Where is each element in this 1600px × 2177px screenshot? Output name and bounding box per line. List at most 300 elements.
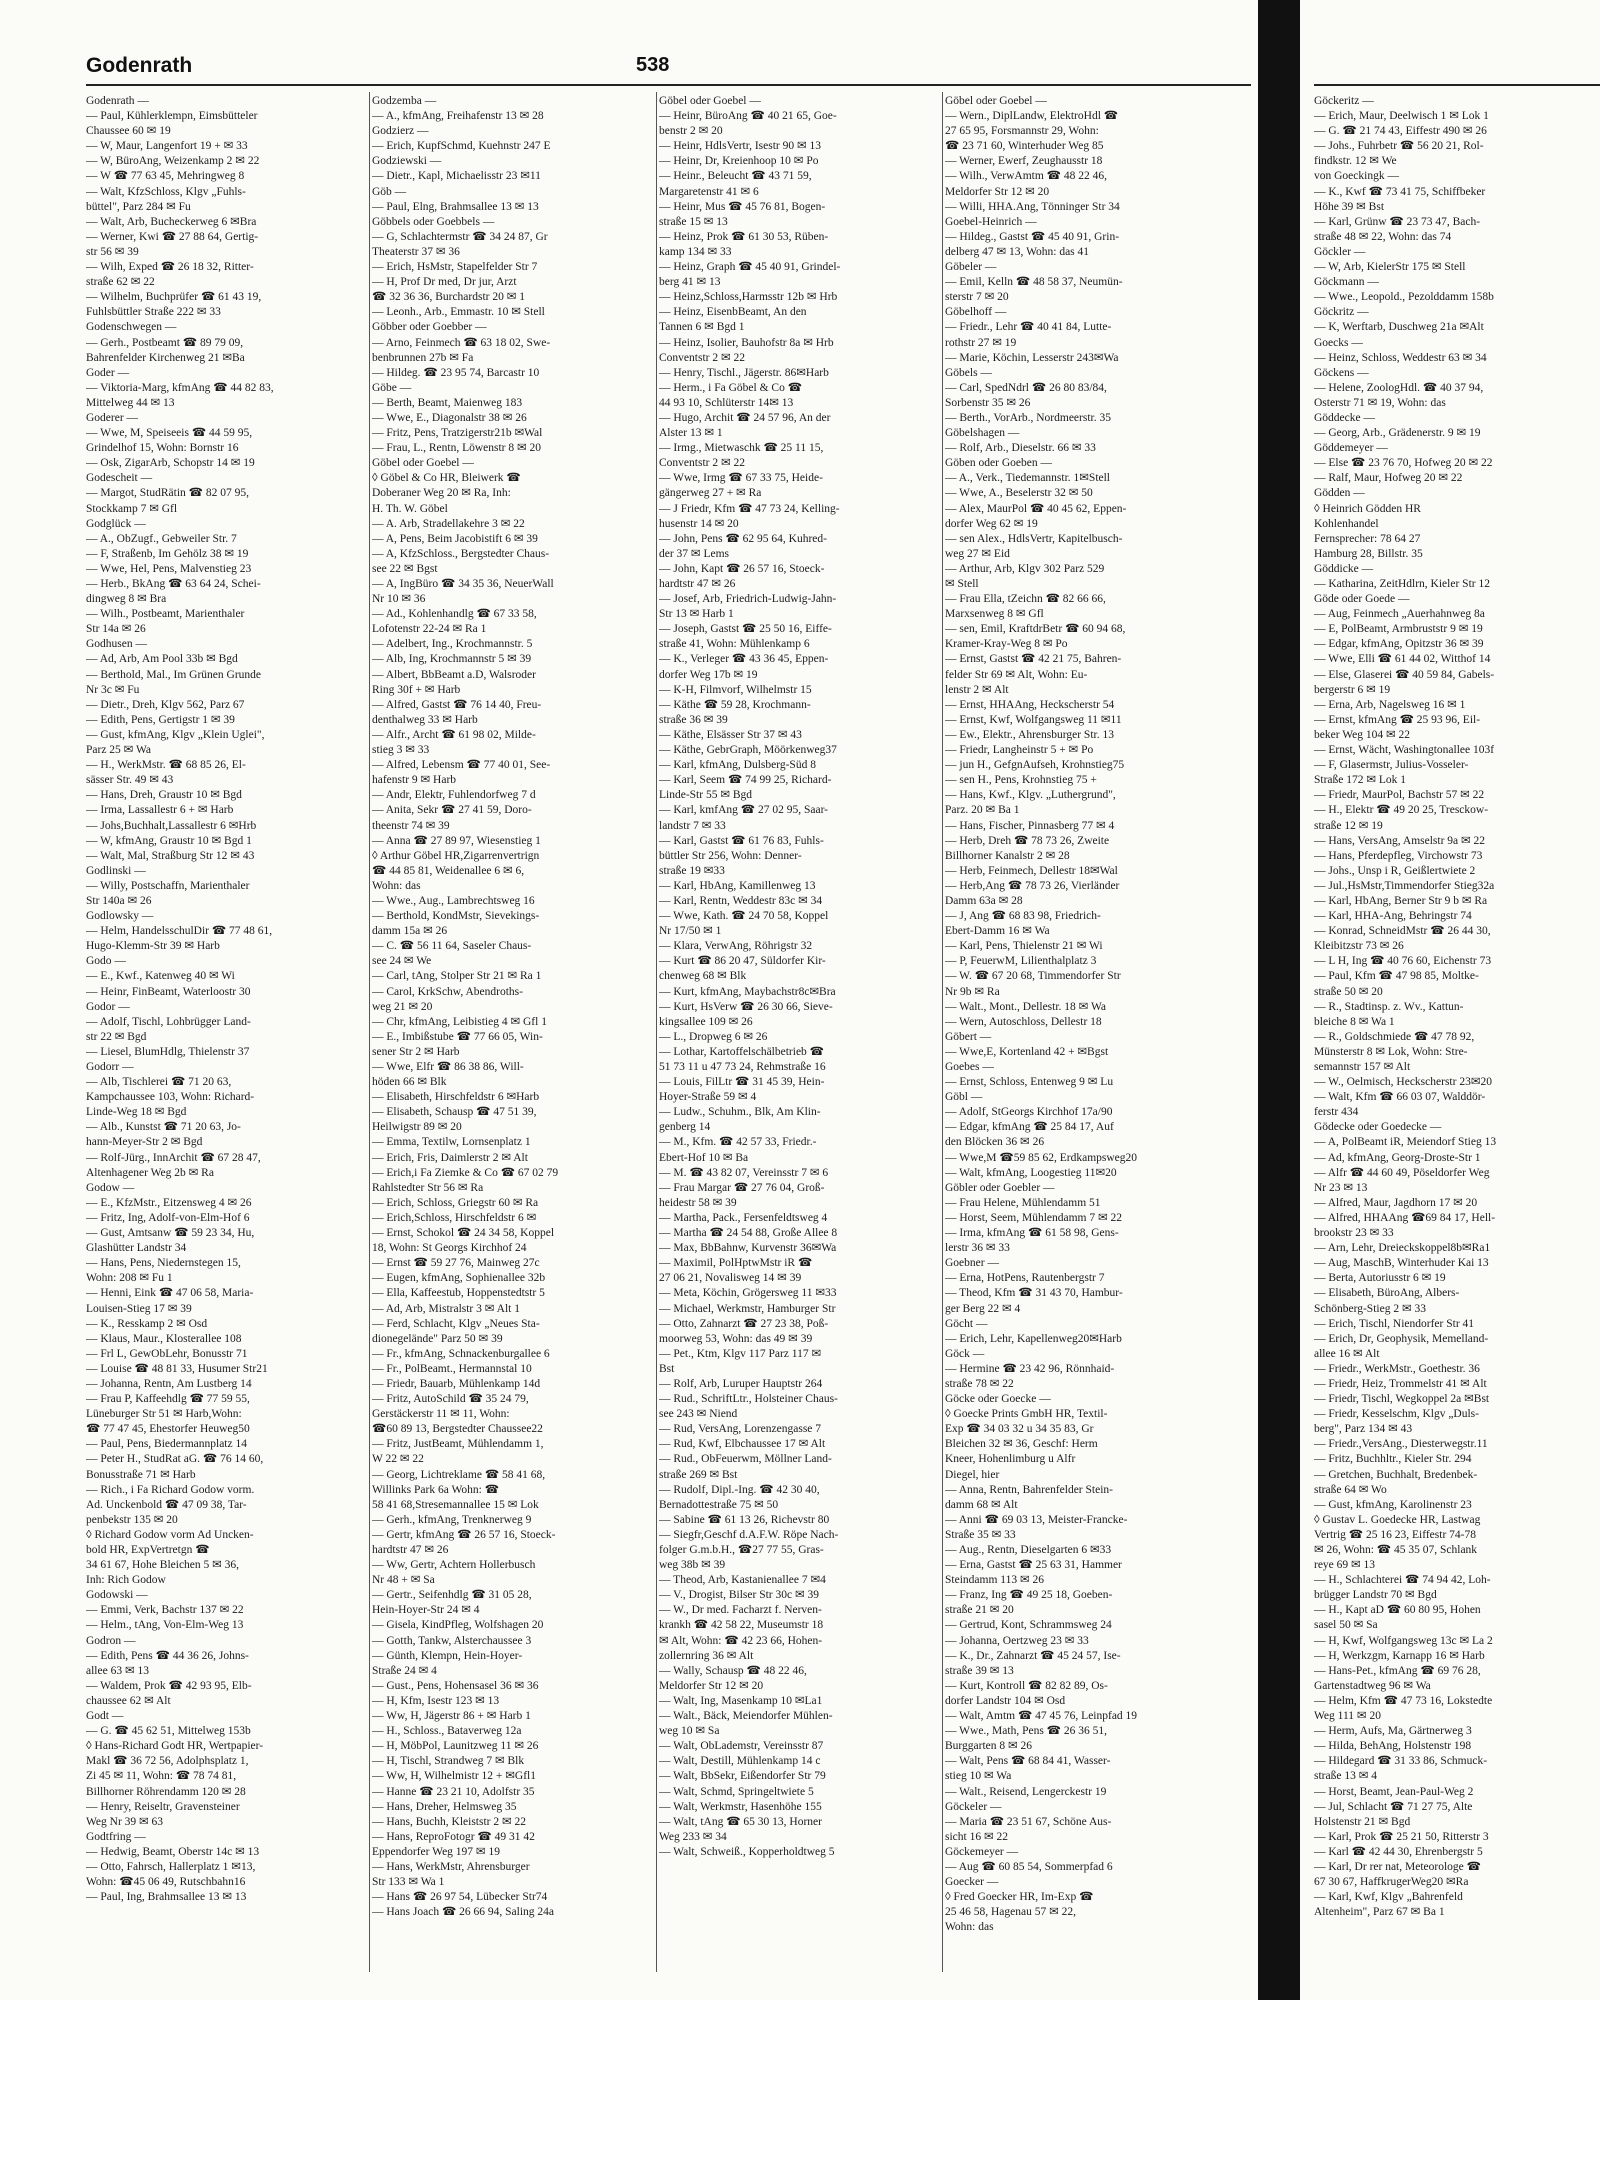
surname-heading: Godziewski — [372, 155, 442, 168]
directory-entry-line: — Günth, Klempn, Hein-Hoyer- [372, 1649, 523, 1662]
directory-entry-line: — Anita, Sekr ☎ 27 41 59, Doro- [372, 804, 532, 817]
surname-heading: Godescheit — [86, 472, 153, 485]
directory-entry-line: höden 66 ✉ Blk [372, 1076, 447, 1089]
directory-entry-line: Meldorfer Str 12 ✉ 20 [659, 1679, 764, 1692]
directory-entry-line: — Herm., i Fa Göbel & Co ☎ [659, 381, 803, 394]
directory-entry-line: — Walt, BbSekr, Eißendorfer Str 79 [659, 1770, 826, 1783]
directory-entry-line: — Herb, Feinmech, Dellestr 18✉Wal [945, 864, 1118, 877]
directory-entry-line: brügger Landstr 70 ✉ Bgd [1314, 1589, 1437, 1602]
directory-entry-line: — Maximil, PolHptwMstr iR ☎ [659, 1257, 813, 1270]
surname-heading: Gödden — [1314, 487, 1365, 500]
directory-entry-line: — Friedr, Langheinstr 5 + ✉ Po [945, 744, 1094, 757]
directory-entry-line: — Johs,Buchhalt,Lassallestr 6 ✉Hrb [86, 819, 257, 832]
directory-entry-line: — Johs., Unsp i R, Geißlertwiete 2 [1314, 864, 1476, 877]
directory-entry-line: weg 38b ✉ 39 [659, 1559, 726, 1572]
directory-entry-line: Straße 24 ✉ 4 [372, 1664, 437, 1677]
directory-entry-line: Marxsenweg 8 ✉ Gfl [945, 608, 1044, 621]
directory-entry-line: — Joseph, Gastst ☎ 25 50 16, Eiffe- [659, 623, 832, 636]
directory-entry-line: landstr 7 ✉ 33 [659, 819, 726, 832]
directory-entry-line: — Heinz, Isolier, Bauhofstr 8a ✉ Hrb [659, 336, 834, 349]
directory-entry-line: Kohlenhandel [1314, 517, 1379, 530]
directory-entry-line: — Gertr., Seifenhdlg ☎ 31 05 28, [372, 1589, 532, 1602]
directory-entry-line: — A, IngBüro ☎ 34 35 36, NeuerWall [372, 578, 554, 590]
directory-entry-line: — Walt, ObLademstr, Vereinsstr 87 [659, 1740, 824, 1753]
directory-entry-line: bleiche 8 ✉ Wa 1 [1314, 1015, 1395, 1028]
directory-entry-line: — Paul, Pens, Biedermannplatz 14 [86, 1438, 247, 1451]
directory-entry-line: ◊ Richard Godow vorm Ad Uncken- [86, 1528, 254, 1541]
directory-entry-line: hann-Meyer-Str 2 ✉ Bgd [86, 1136, 203, 1149]
directory-entry-line: — Erich, Tischl, Niendorfer Str 41 [1314, 1317, 1475, 1330]
surname-heading: Göben oder Goeben — [945, 457, 1052, 470]
directory-entry-line: — Hans-Pet., kfmAng ☎ 69 76 28, [1314, 1664, 1481, 1677]
surname-heading: Göcht — [945, 1317, 988, 1330]
directory-entry-line: Steindamm 113 ✉ 26 [945, 1574, 1044, 1587]
directory-entry-line: — Wern., DiplLandw, ElektroHdl ☎ [945, 110, 1119, 123]
directory-entry-line: — Wern, Autoschloss, Dellestr 18 [945, 1015, 1102, 1028]
directory-entry-line: — Irma, kfmAng ☎ 61 58 98, Gens- [945, 1227, 1119, 1240]
directory-entry-line: 25 46 58, Hagenau 57 ✉ 22, [945, 1906, 1077, 1919]
directory-entry-line: — Gust, kfmAng, Karolinenstr 23 [1314, 1498, 1472, 1511]
directory-entry-line: Fernsprecher: 78 64 27 [1314, 532, 1421, 545]
directory-entry-line: — Willi, HHA.Ang, Tönninger Str 34 [945, 200, 1120, 213]
directory-entry-line: — Kurt, Kontroll ☎ 82 82 89, Os- [945, 1679, 1108, 1692]
directory-entry-line: — Hugo, Archit ☎ 24 57 96, An der [659, 411, 831, 424]
directory-entry-line: Nr 23 ✉ 13 [1314, 1181, 1368, 1194]
directory-entry-line: lerstr 36 ✉ 33 [945, 1242, 1010, 1255]
directory-entry-line: — K, Werftarb, Duschweg 21a ✉Alt [1314, 321, 1484, 334]
directory-entry-line: — Frau Ella, tZeichn ☎ 82 66 66, [945, 593, 1106, 606]
directory-entry-line: — H, MöbPol, Launitzweg 11 ✉ 26 [372, 1740, 539, 1753]
surname-heading: Göbber oder Goebber — [372, 321, 487, 334]
directory-entry-line: Str 140a ✉ 26 [86, 894, 152, 907]
directory-entry-line: Tannen 6 ✉ Bgd 1 [659, 321, 745, 334]
directory-entry-line: — K., Dr., Zahnarzt ☎ 45 24 57, Ise- [945, 1649, 1121, 1662]
directory-entry-line: — Ludw., Schuhm., Blk, Am Klin- [659, 1106, 821, 1119]
directory-entry-line: — Alb, Tischlerei ☎ 71 20 63, [86, 1076, 232, 1089]
directory-entry-line: — Katharina, ZeitHdlrn, Kieler Str 12 [1314, 578, 1490, 590]
directory-entry-line: — R., Goldschmiede ☎ 47 78 92, [1314, 1030, 1475, 1043]
directory-entry-line: penbekstr 135 ✉ 20 [86, 1513, 178, 1526]
directory-column-3 [659, 94, 942, 1974]
directory-entry-line: Linde-Str 55 ✉ Bgd [659, 789, 753, 802]
surname-heading: Göbeler — [945, 261, 997, 274]
directory-entry-line: — Heinz, Schloss, Weddestr 63 ✉ 34 [1314, 351, 1487, 364]
directory-entry-line: — Henni, Eink ☎ 47 06 58, Maria- [86, 1287, 254, 1300]
directory-entry-line: — Dietr., Kapl, Michaelisstr 23 ✉11 [372, 170, 541, 183]
directory-entry-line: — Jul.,HsMstr,Timmendorfer Stieg32a [1314, 879, 1495, 892]
directory-entry-line: Glashütter Landstr 34 [86, 1242, 187, 1255]
directory-entry-line: kamp 134 ✉ 33 [659, 245, 732, 258]
directory-entry-line: Linde-Weg 18 ✉ Bgd [86, 1106, 187, 1119]
directory-entry-line: — Walt, Arb, Bucheckerweg 6 ✉Bra [86, 215, 257, 228]
directory-entry-line: — Karl, Prok ☎ 25 21 50, Ritterstr 3 [1314, 1830, 1489, 1843]
directory-entry-line: — A., Verk., Tiedemannstr. 1✉Stell [945, 472, 1111, 485]
directory-entry-line: Wohn: das [372, 879, 421, 892]
directory-entry-line: — Karl, Dr rer nat, Meteorologe ☎ [1314, 1860, 1481, 1873]
directory-entry-line: — G. ☎ 45 62 51, Mittelweg 153b [86, 1725, 251, 1738]
directory-entry-line: — Josef, Arb, Friedrich-Ludwig-Jahn- [659, 593, 837, 606]
directory-entry-line: sterstr 7 ✉ 20 [945, 291, 1009, 304]
directory-entry-line: Inh: Rich Godow [86, 1574, 166, 1587]
directory-entry-line: genberg 14 [659, 1121, 711, 1134]
directory-entry-line: Wohn: 208 ✉ Fu 1 [86, 1272, 173, 1285]
directory-entry-line: benstr 2 ✉ 20 [659, 125, 723, 138]
directory-entry-line: husenstr 14 ✉ 20 [659, 517, 739, 530]
directory-entry-line: — Erich, Lehr, Kapellenweg20✉Harb [945, 1332, 1122, 1345]
directory-entry-line: Sorbenstr 35 ✉ 26 [945, 396, 1031, 409]
directory-entry-line: — A., ObZugf., Gebweiler Str. 7 [86, 532, 237, 545]
directory-entry-line: — Wwe., Aug., Lambrechtsweg 16 [372, 894, 535, 907]
directory-entry-line: — A, PolBeamt iR, Meiendorf Stieg 13 [1314, 1136, 1497, 1149]
directory-entry-line: ◊ Goecke Prints GmbH HR, Textil- [945, 1408, 1108, 1421]
surname-heading: Goebes — [945, 1061, 994, 1073]
surname-heading: Godzemba — [372, 95, 437, 107]
directory-entry-line: — Paul, Elng, Brahmsallee 13 ✉ 13 [372, 200, 539, 213]
directory-entry-line: straße 50 ✉ 20 [1314, 985, 1383, 998]
directory-entry-line: — Rud., SchriftLtr., Holsteiner Chaus- [659, 1393, 838, 1406]
directory-entry-line: hardtstr 47 ✉ 26 [659, 578, 736, 590]
directory-entry-line: — Ad, kfmAng, Georg-Droste-Str 1 [1314, 1151, 1481, 1164]
directory-entry-line: — Frau Margar ☎ 27 76 04, Groß- [659, 1181, 825, 1194]
directory-entry-line: — Frl L, GewObLehr, Bonusstr 71 [86, 1347, 248, 1360]
directory-entry-line: straße 39 ✉ 13 [945, 1664, 1014, 1677]
directory-entry-line: Eppendorfer Weg 197 ✉ 19 [372, 1845, 500, 1858]
directory-entry-line: — Hans Joach ☎ 26 66 94, Saling 24a [372, 1906, 555, 1919]
surname-heading: Godtfring — [86, 1830, 146, 1843]
directory-entry-line: straße 12 ✉ 19 [1314, 819, 1383, 832]
surname-heading: Godo — [86, 955, 126, 968]
directory-entry-line: — Käthe ☎ 59 28, Krochmann- [659, 698, 811, 711]
directory-entry-line: — Rud, Kwf, Elbchaussee 17 ✉ Alt [659, 1438, 826, 1451]
directory-entry-line: — Margot, StudRätin ☎ 82 07 95, [86, 487, 249, 500]
directory-entry-line: büttel", Parz 284 ✉ Fu [86, 200, 191, 213]
directory-entry-line: — Ww, Gertr, Achtern Hollerbusch [372, 1559, 536, 1572]
directory-entry-line: sässer Str. 49 ✉ 43 [86, 774, 174, 787]
directory-entry-line: rothstr 27 ✉ 19 [945, 336, 1017, 349]
directory-entry-line: — Anni ☎ 69 03 13, Meister-Francke- [945, 1513, 1128, 1526]
directory-entry-line: — H., Elektr ☎ 49 20 25, Tresckow- [1314, 804, 1489, 817]
directory-entry-line: — Anna, Rentn, Bahrenfelder Stein- [945, 1483, 1113, 1496]
directory-entry-line: 34 61 67, Hohe Bleichen 5 ✉ 36, [86, 1559, 240, 1572]
directory-entry-line: — H, Kfm, Isestr 123 ✉ 13 [372, 1694, 500, 1707]
directory-entry-line: Conventstr 2 ✉ 22 [659, 351, 745, 364]
directory-entry-line: Parz 25 ✉ Wa [86, 744, 152, 757]
directory-entry-line: — Max, BbBahnw, Kurvenstr 36✉Wa [659, 1242, 837, 1255]
directory-entry-line: lenstr 2 ✉ Alt [945, 683, 1009, 696]
directory-entry-line: — Carl, tAng, Stolper Str 21 ✉ Ra 1 [372, 970, 542, 983]
directory-entry-line: — Frau, L., Rentn, Löwenstr 8 ✉ 20 [372, 442, 542, 455]
directory-entry-line: Damm 63a ✉ 28 [945, 894, 1023, 907]
directory-entry-line: Str 14a ✉ 26 [86, 623, 146, 636]
directory-entry-line: Kleibitzstr 73 ✉ 26 [1314, 940, 1404, 953]
directory-entry-line: ✉ Alt, Wohn: ☎ 42 23 66, Hohen- [659, 1634, 823, 1647]
directory-entry-line: sasel 50 ✉ Sa [1314, 1619, 1378, 1632]
directory-entry-line: — Wwe, A., Beselerstr 32 ✉ 50 [945, 487, 1093, 500]
directory-entry-line: — Johs., Fuhrbetr ☎ 56 20 21, Rol- [1314, 140, 1484, 153]
directory-entry-line: — Emmi, Verk, Bachstr 137 ✉ 22 [86, 1604, 244, 1617]
surname-heading: Göddecke — [1314, 411, 1375, 424]
directory-entry-line: — W, BüroAng, Weizenkamp 2 ✉ 22 [86, 155, 260, 168]
directory-entry-line: Weg Nr 39 ✉ 63 [86, 1815, 164, 1828]
directory-entry-line: — Karl, HHA-Ang, Behringstr 74 [1314, 910, 1472, 923]
directory-entry-line: — Kurt ☎ 86 20 47, Süldorfer Kir- [659, 955, 826, 968]
surname-heading: Göbelhoff — [945, 306, 1007, 319]
book-binding-gutter [1258, 0, 1300, 2000]
surname-heading: Göckmann — [1314, 276, 1379, 289]
directory-entry-line: — Elisabeth, Hirschfeldstr 6 ✉Harb [372, 1091, 540, 1104]
surname-heading: Göckens — [1314, 366, 1369, 379]
directory-entry-line: — Alfred, Maur, Jagdhorn 17 ✉ 20 [1314, 1196, 1478, 1209]
directory-entry-line: — Hans ☎ 26 97 54, Lübecker Str74 [372, 1891, 548, 1904]
directory-entry-line: Heilwigstr 89 ✉ 20 [372, 1121, 462, 1134]
directory-entry-line: — W ☎ 77 63 45, Mehringweg 8 [86, 170, 245, 183]
directory-entry-line: — L H, Ing ☎ 40 76 60, Eichenstr 73 [1314, 955, 1492, 968]
directory-entry-line: — Erich, KupfSchmd, Kuehnstr 247 E [372, 140, 551, 153]
directory-entry-line: dionegelände" Parz 50 ✉ 39 [372, 1332, 503, 1345]
surname-heading: Göbl — [945, 1091, 983, 1104]
directory-entry-line: ☎ 23 71 60, Winterhuder Weg 85 [945, 140, 1104, 153]
directory-entry-line: Ring 30f + ✉ Harb [372, 683, 461, 696]
directory-entry-line: — Erich, Dr, Geophysik, Memelland- [1314, 1332, 1489, 1345]
directory-entry-line: folger G.m.b.H., ☎27 77 55, Gras- [659, 1544, 824, 1556]
directory-entry-line: — Herm, Aufs, Ma, Gärtnerweg 3 [1314, 1725, 1472, 1738]
directory-entry-line: — Friedr, Tischl, Wegkoppel 2a ✉Bst [1314, 1393, 1490, 1406]
directory-entry-line: — J, Ang ☎ 68 83 98, Friedrich- [945, 910, 1101, 923]
directory-entry-line: — K., Verleger ☎ 43 36 45, Eppen- [659, 653, 829, 666]
directory-entry-line: Nr 3c ✉ Fu [86, 683, 140, 696]
directory-entry-line: — Hans, WerkMstr, Ahrensburger [372, 1860, 530, 1873]
directory-entry-line: Vertrig ☎ 25 16 23, Eiffestr 74-78 [1314, 1528, 1476, 1541]
directory-entry-line: Bleichen 32 ✉ 36, Geschf: Herm [945, 1438, 1098, 1451]
directory-entry-line: — Hans, Dreher, Helmsweg 35 [372, 1800, 517, 1813]
directory-entry-line: straße 15 ✉ 13 [659, 215, 728, 228]
directory-entry-line: — Karl, Pens, Thielenstr 21 ✉ Wi [945, 940, 1103, 953]
directory-entry-line: see 243 ✉ Niend [659, 1408, 738, 1421]
directory-entry-line: — Karl ☎ 42 44 30, Ehrenbergstr 5 [1314, 1845, 1483, 1858]
directory-entry-line: — sen, Emil, KraftdrBetr ☎ 60 94 68, [945, 623, 1126, 636]
surname-heading: Godhusen — [86, 638, 148, 651]
directory-entry-line: — Walt, kfmAng, Loogestieg 11✉20 [945, 1166, 1117, 1179]
directory-entry-line: — Wwe, Irmg ☎ 67 33 75, Heide- [659, 472, 823, 485]
surname-heading: Godglück — [86, 517, 146, 530]
directory-entry-line: Wohn: ☎45 06 49, Rutschbahn16 [86, 1876, 246, 1889]
directory-entry-line: — Helm., tAng, Von-Elm-Weg 13 [86, 1619, 244, 1632]
directory-entry-line: — Aug, Feinmech „Auerhahnweg 8a [1314, 608, 1485, 621]
scan-margin [0, 2000, 1600, 2177]
directory-entry-line: — Gerh., Postbeamt ☎ 89 79 09, [86, 336, 244, 349]
directory-entry-line: 51 73 11 u 47 73 24, Rehmstraße 16 [659, 1061, 826, 1073]
directory-entry-line: — Theod, Kfm ☎ 31 43 70, Hambur- [945, 1287, 1123, 1300]
directory-entry-line: — Adolf, Tischl, Lohbrügger Land- [86, 1015, 251, 1028]
directory-entry-line: — Fr., PolBeamt., Hermannstal 10 [372, 1362, 532, 1375]
directory-entry-line: weg 27 ✉ Eid [945, 547, 1010, 560]
directory-entry-line: — Emma, Textilw, Lornsenplatz 1 [372, 1136, 531, 1149]
directory-entry-line: felder Str 69 ✉ Alt, Wohn: Eu- [945, 668, 1088, 681]
directory-entry-line: — Henry, Tischl., Jägerstr. 86✉Harb [659, 366, 829, 379]
directory-entry-line: — Sabine ☎ 61 13 26, Richevstr 80 [659, 1513, 830, 1526]
directory-entry-line: damm 68 ✉ Alt [945, 1498, 1018, 1511]
directory-entry-line: — Elisabeth, BüroAng, Albers- [1314, 1287, 1460, 1300]
surname-heading: Göbelshagen — [945, 427, 1020, 440]
surname-heading: Göbels — [945, 366, 992, 379]
directory-entry-line: — Chr, kfmAng, Leibistieg 4 ✉ Gfl 1 [372, 1015, 547, 1028]
directory-entry-line: — Erich, Schloss, Griegstr 60 ✉ Ra [372, 1196, 539, 1209]
directory-entry-line: — H, Prof Dr med, Dr jur, Arzt [372, 276, 517, 289]
directory-entry-line: Bst [659, 1362, 675, 1375]
surname-heading: Göbel oder Goebel — [372, 457, 474, 470]
directory-entry-line: straße 269 ✉ Bst [659, 1468, 738, 1481]
directory-entry-line: Hamburg 28, Billstr. 35 [1314, 547, 1423, 560]
surname-heading: Goecker — [945, 1876, 999, 1889]
directory-entry-line: 27 65 95, Forsmannstr 29, Wohn: [945, 125, 1099, 138]
surname-heading: Göckeler — [945, 1800, 1002, 1813]
directory-entry-line: Diegel, hier [945, 1468, 1000, 1481]
directory-entry-line: — Berta, Autoriusstr 6 ✉ 19 [1314, 1272, 1446, 1285]
directory-entry-line: — Käthe, GebrGraph, Möörkenweg37 [659, 744, 837, 757]
directory-entry-line: — Wilh., VerwAmtm ☎ 48 22 46, [945, 170, 1107, 183]
directory-entry-line: Willinks Park 6a Wohn: ☎ [372, 1483, 500, 1496]
directory-entry-line: — Wwe., Leopold., Pezolddamm 158b [1314, 291, 1494, 304]
directory-entry-line: — Heinr, Dr, Kreienhoop 10 ✉ Po [659, 155, 819, 168]
directory-entry-line: — Walt, Amtm ☎ 47 45 76, Leinpfad 19 [945, 1710, 1138, 1723]
directory-entry-line: Bernadottestraße 75 ✉ 50 [659, 1498, 779, 1511]
surname-heading: Göckler — [1314, 245, 1366, 258]
directory-entry-line: — Arno, Feinmech ☎ 63 18 02, Swe- [372, 336, 551, 349]
directory-entry-line: Kramer-Kray-Weg 8 ✉ Po [945, 638, 1068, 651]
directory-entry-line: — Albert, BbBeamt a.D, Walsroder [372, 668, 536, 681]
surname-heading: Göbe — [372, 381, 412, 394]
directory-entry-line: Weg 111 ✉ 20 [1314, 1710, 1381, 1723]
directory-entry-line: — Gust, kfmAng, Klgv „Klein Uglei", [86, 728, 265, 741]
directory-entry-line: chenweg 68 ✉ Blk [659, 970, 747, 983]
surname-heading: Goderer — [86, 411, 139, 424]
surname-heading: Göckeritz — [1314, 95, 1374, 107]
directory-entry-line: krankh ☎ 42 58 22, Museumstr 18 [659, 1619, 824, 1632]
directory-entry-line: — Erich, Maur, Deelwisch 1 ✉ Lok 1 [1314, 110, 1489, 123]
directory-entry-line: — Hans, Kwf., Klgv. „Luthergrund", [945, 789, 1116, 802]
surname-heading: Göbler oder Goebler — [945, 1181, 1055, 1194]
directory-entry-line: — Walt, KfzSchloss, Klgv „Fuhls- [86, 185, 246, 198]
directory-entry-line: — Ferd, Schlacht, Klgv „Neues Sta- [372, 1317, 540, 1330]
directory-entry-line: — Friedr, Kesselschm, Klgv „Duls- [1314, 1408, 1479, 1421]
directory-entry-line: — Walt, Destill, Mühlenkamp 14 c [659, 1755, 821, 1768]
directory-entry-line: — Fritz, Pens, Tratzigerstr21b ✉Wal [372, 427, 543, 440]
directory-entry-line: Nr 48 + ✉ Sa [372, 1574, 435, 1587]
directory-entry-line: — Hildeg. ☎ 23 95 74, Barcastr 10 [372, 366, 540, 379]
directory-entry-line: Kneer, Hohenlimburg u Alfr [945, 1453, 1076, 1466]
directory-entry-line: — H, Kwf, Wolfgangsweg 13c ✉ La 2 [1314, 1634, 1493, 1647]
directory-entry-line: — Aug, MaschB, Winterhuder Kai 13 [1314, 1257, 1489, 1270]
directory-entry-line: — Berth, Beamt, Maienweg 183 [372, 396, 523, 409]
directory-entry-line: — Heinz, Graph ☎ 45 40 91, Grindel- [659, 261, 841, 274]
directory-entry-line: — Friedr, Bauarb, Mühlenkamp 14d [372, 1377, 541, 1390]
directory-entry-line: — H., Kapt aD ☎ 60 80 95, Hohen [1314, 1604, 1481, 1617]
directory-entry-line: — sen Alex., HdlsVertr, Kapitelbusch- [945, 532, 1123, 545]
directory-entry-line: — Wilh, Exped ☎ 26 18 32, Ritter- [86, 261, 254, 274]
directory-entry-line: Schönberg-Stieg 2 ✉ 33 [1314, 1302, 1426, 1315]
directory-entry-line: — Theod, Arb, Kastanienallee 7 ✉4 [659, 1574, 826, 1587]
directory-entry-line: berg", Parz 134 ✉ 43 [1314, 1423, 1413, 1436]
directory-entry-line: — Wwe, Elli ☎ 61 44 02, Witthof 14 [1314, 653, 1491, 666]
directory-entry-line: semannstr 157 ✉ Alt [1314, 1061, 1411, 1073]
directory-entry-line: — Alex, MaurPol ☎ 40 45 62, Eppen- [945, 502, 1127, 515]
surname-heading: Godow — [86, 1181, 135, 1194]
facing-page-rule [1314, 84, 1600, 86]
directory-entry-line: damm 15a ✉ 26 [372, 925, 448, 938]
directory-entry-line: — Friedr., Lehr ☎ 40 41 84, Lutte- [945, 321, 1112, 334]
directory-entry-line: — Paul, Kfm ☎ 47 98 85, Moltke- [1314, 970, 1479, 983]
directory-entry-line: — Walt, Werkmstr, Hasenhöhe 155 [659, 1800, 822, 1813]
directory-entry-line: — Ernst, Kwf, Wolfgangsweg 11 ✉11 [945, 713, 1122, 726]
surname-heading: Godt — [86, 1710, 124, 1723]
directory-entry-line: Louisen-Stieg 17 ✉ 39 [86, 1302, 192, 1315]
directory-entry-line: ◊ Hans-Richard Godt HR, Wertpapier- [86, 1740, 264, 1753]
directory-entry-line: — Meta, Köchin, Grögersweg 11 ✉33 [659, 1287, 837, 1300]
directory-entry-line: — R., Stadtinsp. z. Wv., Kattun- [1314, 1000, 1464, 1013]
directory-entry-line: — Fritz, Ing, Adolf-von-Elm-Hof 6 [86, 1211, 250, 1224]
directory-entry-line: ☎ 44 85 81, Weidenallee 6 ✉ 6, [372, 864, 525, 877]
directory-entry-line: moorweg 53, Wohn: das 49 ✉ 39 [659, 1332, 813, 1345]
directory-entry-line: — Erich, Fris, Daimlerstr 2 ✉ Alt [372, 1151, 528, 1164]
directory-entry-line: Nr 9b ✉ Ra [945, 985, 1000, 998]
directory-entry-line: — K-H, Filmvorf, Wilhelmstr 15 [659, 683, 812, 696]
directory-entry-line: — Ww, H, Jägerstr 86 + ✉ Harb 1 [372, 1710, 531, 1723]
directory-entry-line: — E., Kwf., Katenweg 40 ✉ Wi [86, 970, 235, 983]
directory-entry-line: — Jul, Schlacht ☎ 71 27 75, Alte [1314, 1800, 1473, 1813]
directory-entry-line: — Wwe, Kath. ☎ 24 70 58, Koppel [659, 910, 829, 923]
directory-entry-line: — Wwe,E, Kortenland 42 + ✉Bgst [945, 1045, 1109, 1058]
directory-entry-line: Meldorfer Str 12 ✉ 20 [945, 185, 1050, 198]
directory-entry-line: — Fritz, JustBeamt, Mühlendamm 1, [372, 1438, 544, 1451]
directory-entry-line: ger Berg 22 ✉ 4 [945, 1302, 1021, 1315]
directory-entry-line: sicht 16 ✉ 22 [945, 1830, 1008, 1843]
directory-entry-line: berg 41 ✉ 13 [659, 276, 721, 289]
directory-entry-line: — Hans, Pens, Niedernstegen 15, [86, 1257, 241, 1270]
directory-entry-line: Mittelweg 44 ✉ 13 [86, 396, 175, 409]
directory-entry-line: büttler Str 256, Wohn: Denner- [659, 849, 802, 862]
directory-entry-line: — Gertrud, Kont, Schrammsweg 24 [945, 1619, 1112, 1632]
directory-entry-line: — Hildeg., Gastst ☎ 45 40 91, Grin- [945, 230, 1120, 243]
directory-entry-line: — Konrad, SchneidMstr ☎ 26 44 30, [1314, 925, 1491, 938]
directory-entry-line: Lofotenstr 22-24 ✉ Ra 1 [372, 623, 487, 636]
directory-entry-line: Conventstr 2 ✉ 22 [659, 457, 745, 470]
directory-entry-line: 58 41 68,Stresemannallee 15 ✉ Lok [372, 1498, 539, 1511]
directory-entry-line: — Karl, Rentn, Weddestr 83c ✉ 34 [659, 894, 823, 907]
directory-entry-line: — Johanna, Oertzweg 23 ✉ 33 [945, 1634, 1089, 1647]
directory-entry-line: — Gust., Pens, Hohensasel 36 ✉ 36 [372, 1679, 539, 1692]
directory-entry-line: — Helene, ZoologHdl. ☎ 40 37 94, [1314, 381, 1484, 394]
surname-heading: Göbel oder Goebel — [945, 95, 1047, 107]
directory-column-2 [372, 94, 655, 1974]
directory-entry-line: allee 63 ✉ 13 [86, 1664, 149, 1677]
directory-entry-line: see 22 ✉ Bgst [372, 562, 438, 575]
directory-entry-line: Fuhlsbüttler Straße 222 ✉ 33 [86, 306, 221, 319]
surname-heading: Goebel-Heinrich — [945, 215, 1037, 228]
directory-entry-line: — Louis, FilLtr ☎ 31 45 39, Hein- [659, 1076, 825, 1089]
directory-entry-line: — A. Arb, Stradellakehre 3 ✉ 22 [372, 517, 525, 530]
directory-entry-line: — Irmg., Mietwaschk ☎ 25 11 15, [659, 442, 824, 455]
directory-entry-line: 27 06 21, Novalisweg 14 ✉ 39 [659, 1272, 802, 1285]
directory-entry-line: — Peter H., StudRat aG. ☎ 76 14 60, [86, 1453, 264, 1466]
directory-entry-line: — Hanne ☎ 23 21 10, Adolfstr 35 [372, 1785, 535, 1798]
surname-heading: Gödecke oder Goedecke — [1314, 1121, 1442, 1134]
directory-entry-line: — Heinz,Schloss,Harmsstr 12b ✉ Hrb [659, 291, 838, 304]
directory-entry-line: Hoyer-Straße 59 ✉ 4 [659, 1091, 757, 1104]
directory-entry-line: 18, Wohn: St Georgs Kirchhof 24 [372, 1242, 527, 1255]
directory-entry-line: — F, Glasermstr, Julius-Vosseler- [1314, 759, 1469, 772]
directory-entry-line: — Wwe., Math, Pens ☎ 26 36 51, [945, 1725, 1108, 1738]
directory-entry-line: — Walt., Mont., Dellestr. 18 ✉ Wa [945, 1000, 1106, 1013]
